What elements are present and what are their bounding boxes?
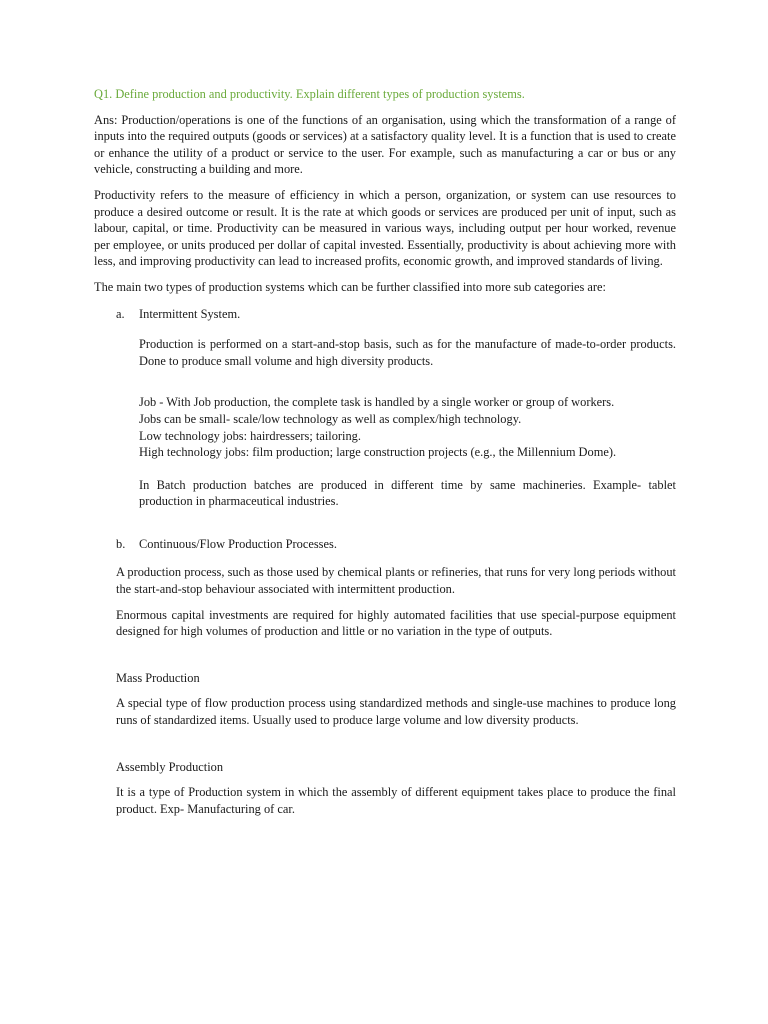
question-heading: Q1. Define production and productivity. Explain different types of production systems.: [94, 87, 525, 101]
intermittent-section: [139, 336, 676, 510]
high-tech-jobs-line: High technology jobs: film production; large construction projects (e.g., the Millennium Dome).: [139, 445, 617, 460]
batch-production-paragraph: In Batch production batches are produced in different time by same machineries. Example- tablet production in pharmaceutical industries.: [139, 477, 676, 509]
list-marker-a: a.: [116, 306, 125, 321]
capital-investment-paragraph: Enormous capital investments are required for highly automated facilities that use special-purpose equipment designed for high volumes of production and little or no variation in the type of outputs.: [116, 607, 676, 639]
assembly-production-section: [116, 784, 676, 817]
mass-production-heading: Mass Production: [116, 670, 200, 685]
types-intro-paragraph: The main two types of production systems which can be further classified into more sub categories are:: [94, 279, 606, 294]
productivity-paragraph: Productivity refers to the measure of efficiency in which a person, organization, or system can use resources to produce a desired outcome or result. It is the rate at which goods or services are produced per unit of input, such as labour, capital, or time. Productivity can be measured in various ways, including output per hour worked, revenue per employee, or units produced per dollar of capital invested. Essentially, productivity is about achieving more with less, and improving productivity can lead to increased profits, economic growth, and improved standards of living.: [94, 187, 676, 269]
intermittent-title: Intermittent System.: [139, 306, 241, 321]
list-marker-b: b.: [116, 536, 126, 551]
continuous-section: [116, 564, 676, 639]
continuous-title: Continuous/Flow Production Processes.: [139, 536, 337, 551]
intermittent-description: Production is performed on a start-and-stop basis, such as for the manufacture of made-to-order products. Done to produce small volume and high diversity products.: [139, 337, 676, 368]
job-scale-line: Jobs can be small- scale/low technology as well as complex/high technology.: [139, 411, 522, 426]
assembly-production-paragraph: It is a type of Production system in which the assembly of different equipment takes place to produce the final product. Exp- Manufacturing of car.: [116, 785, 676, 816]
list-item-intermittent: [116, 306, 676, 323]
mass-production-paragraph: A special type of flow production process using standardized methods and single-use machines to produce long runs of standardized items. Usually used to produce large volume and low diversity products.: [116, 696, 676, 728]
assembly-production-heading: Assembly Production: [116, 759, 224, 774]
continuous-description: A production process, such as those used by chemical plants or refineries, that runs for very long periods without the start-and-stop behaviour associated with intermittent production.: [116, 565, 676, 597]
low-tech-jobs-line: Low technology jobs: hairdressers; tailoring.: [139, 428, 361, 443]
job-production-line: Job - With Job production, the complete task is handled by a single worker or group of workers.: [139, 395, 615, 410]
list-item-continuous: [116, 536, 676, 553]
mass-production-section: [116, 695, 676, 728]
answer-intro-paragraph: Ans: Production/operations is one of the functions of an organisation, using which the transformation of a range of inputs into the required outputs (goods or services) at a satisfactory quality level. It is a function that is used to create or enhance the utility of a product or service to the user. For example, such as manufacturing a car or bus or any vehicle, constructing a building and more.: [94, 112, 676, 177]
